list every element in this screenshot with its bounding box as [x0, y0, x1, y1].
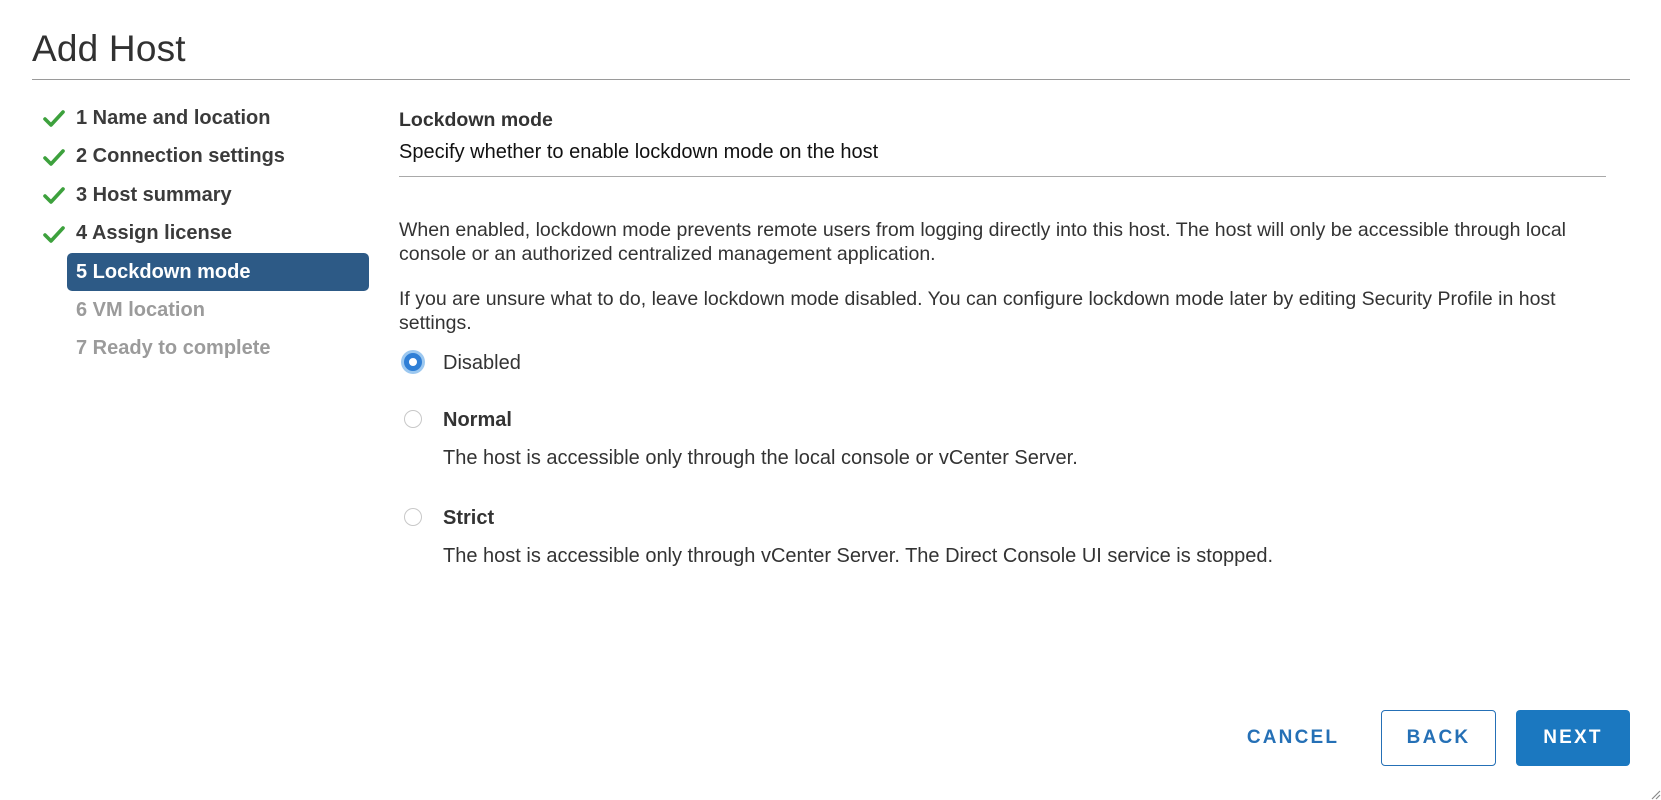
step-label: 6 VM location [76, 298, 205, 321]
option-disabled[interactable] [399, 352, 1607, 380]
step-label: 4 Assign license [76, 222, 232, 245]
radio-normal[interactable] [404, 410, 422, 428]
option-label: Strict [443, 507, 495, 529]
step-label: 5 Lockdown mode [76, 260, 251, 283]
checkmark-icon [43, 148, 65, 168]
step-vm-location [40, 291, 370, 330]
radio-disabled[interactable] [404, 353, 422, 371]
option-strict[interactable] [399, 507, 1607, 593]
step-label: 3 Host summary [76, 183, 232, 206]
cancel-button[interactable]: CANCEL [1246, 727, 1340, 748]
step-connection-settings[interactable] [40, 138, 370, 177]
checkmark-icon [43, 186, 65, 206]
lockdown-description: When enabled, lockdown mode prevents remote users from logging directly into this host. The host will only be accessible through local console or an authorized centralized management application. [399, 219, 1567, 265]
lockdown-advice: If you are unsure what to do, leave lockdown mode disabled. You can configure lockdown mode later by editing Security Profile in host settings. [399, 288, 1556, 334]
step-label: 1 Name and location [76, 106, 271, 129]
step-host-summary[interactable] [40, 176, 370, 215]
checkmark-icon [43, 109, 65, 129]
step-label: 2 Connection settings [76, 145, 285, 168]
option-label: Normal [443, 409, 512, 431]
section-subtitle: Specify whether to enable lockdown mode on the host [399, 141, 879, 163]
title-divider [32, 79, 1630, 80]
wizard-steps [40, 99, 370, 368]
dialog-title: Add Host [32, 28, 186, 69]
radio-strict[interactable] [404, 508, 422, 526]
step-content [399, 104, 1607, 593]
next-button[interactable]: NEXT [1516, 710, 1630, 766]
option-normal[interactable] [399, 409, 1607, 495]
step-assign-license[interactable] [40, 215, 370, 254]
option-description: The host is accessible only through the local console or vCenter Server. [443, 447, 1078, 469]
back-button[interactable]: BACK [1381, 710, 1496, 766]
step-label: 7 Ready to complete [76, 337, 271, 360]
option-label: Disabled [443, 352, 521, 374]
section-title: Lockdown mode [399, 109, 553, 131]
checkmark-icon [43, 225, 65, 245]
option-description: The host is accessible only through vCenter Server. The Direct Console UI service is stopped. [443, 545, 1274, 567]
step-lockdown-mode[interactable] [67, 253, 369, 291]
content-divider [399, 176, 1606, 177]
resize-grip-icon[interactable] [1649, 788, 1661, 800]
step-ready-to-complete [40, 330, 370, 369]
step-name-and-location[interactable] [40, 99, 370, 138]
